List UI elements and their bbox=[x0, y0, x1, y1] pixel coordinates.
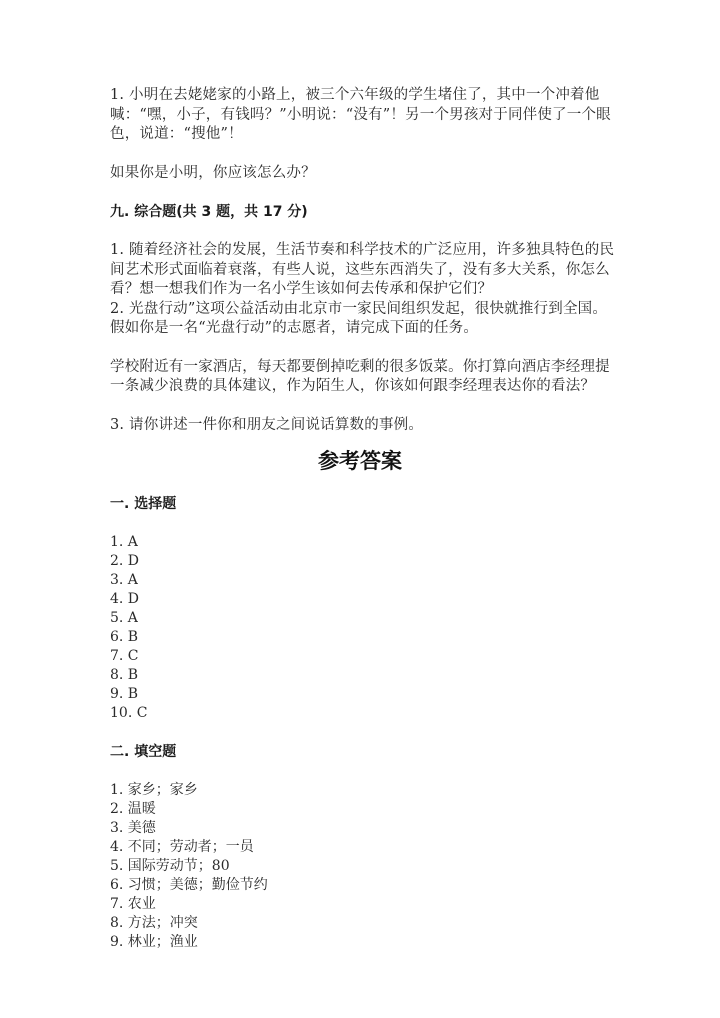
answer-item: 4. 不同；劳动者；一员 bbox=[110, 839, 254, 855]
question-item: 1. 随着经济社会的发展，生活节奏和科学技术的广泛应用，许多独具特色的民间艺术形式面临着衰落，有些人说，这些东西消失了，没有多大关系，你怎么看？想一想我们作为一名小学生该如何去传承和保护它们？ bbox=[110, 242, 615, 297]
spacer bbox=[110, 723, 620, 742]
choice-answer-list bbox=[110, 533, 620, 723]
spacer bbox=[110, 514, 620, 533]
answer-key-title: 参考答案 bbox=[318, 449, 402, 473]
spacer bbox=[110, 397, 620, 416]
spacer bbox=[110, 339, 620, 358]
answer-item: 8. B bbox=[110, 667, 139, 683]
document-page bbox=[110, 86, 620, 952]
section-heading-choice: 一. 选择题 bbox=[110, 496, 177, 512]
answer-item: 1. 家乡；家乡 bbox=[110, 782, 198, 798]
answer-item: 3. 美德 bbox=[110, 820, 156, 836]
answer-item: 2. D bbox=[110, 553, 140, 569]
question-prompt: 如果你是小明，你应该怎么办？ bbox=[110, 164, 316, 181]
answer-item: 7. C bbox=[110, 648, 139, 664]
answer-item: 2. 温暖 bbox=[110, 801, 156, 817]
spacer bbox=[110, 762, 620, 781]
answer-item: 8. 方法；冲突 bbox=[110, 915, 198, 931]
answer-item: 10. C bbox=[110, 705, 148, 721]
answer-item: 9. 林业；渔业 bbox=[110, 934, 198, 950]
spacer bbox=[110, 475, 620, 494]
spacer bbox=[110, 435, 620, 447]
question-paragraph: 1. 小明在去姥姥家的小路上，被三个六年级的学生堵住了，其中一个冲着他喊：“嘿，小子，有钱吗？”小明说：“没有”！另一个男孩对于同伴使了一个眼色，说道：“搜他”！ bbox=[110, 87, 611, 142]
question-task: 学校附近有一家酒店，每天都要倒掉吃剩的很多饭菜。你打算向酒店李经理提一条减少浪费的具体建议，作为陌生人，你该如何跟李经理表达你的看法？ bbox=[110, 358, 610, 394]
answer-item: 4. D bbox=[110, 591, 140, 607]
question-item: 2. 光盘行动”这项公益活动由北京市一家民间组织发起，很快就推行到全国。假如你是一名“光盘行动”的志愿者，请完成下面的任务。 bbox=[110, 300, 608, 336]
answer-item: 5. A bbox=[110, 610, 138, 626]
section-heading-fill-blank: 二. 填空题 bbox=[110, 744, 177, 760]
answer-item: 5. 国际劳动节；80 bbox=[110, 858, 230, 874]
question-item: 3. 请你讲述一件你和朋友之间说话算数的事例。 bbox=[110, 416, 424, 433]
answer-item: 7. 农业 bbox=[110, 896, 156, 912]
answer-item: 6. B bbox=[110, 629, 139, 645]
spacer bbox=[110, 145, 620, 164]
answer-item: 9. B bbox=[110, 686, 139, 702]
spacer bbox=[110, 222, 620, 241]
answer-item: 3. A bbox=[110, 572, 138, 588]
spacer bbox=[110, 183, 620, 202]
fill-blank-answer-list bbox=[110, 781, 620, 952]
answer-item: 1. A bbox=[110, 534, 138, 550]
answer-item: 6. 习惯；美德；勤俭节约 bbox=[110, 877, 268, 893]
section-heading-comprehensive: 九. 综合题(共 3 题，共 17 分) bbox=[110, 204, 308, 220]
